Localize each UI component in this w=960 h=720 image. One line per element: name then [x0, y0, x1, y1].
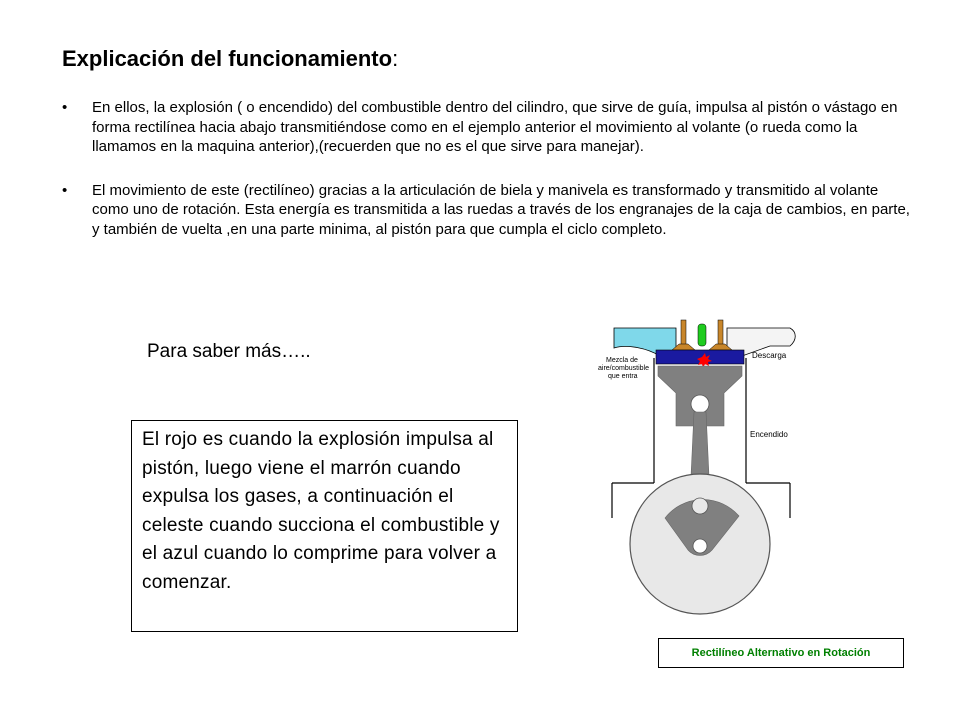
slide-title	[62, 46, 398, 72]
caption-box: Rectilíneo Alternativo en Rotación	[658, 638, 904, 668]
crankshaft-hub	[693, 539, 707, 553]
more-info-label: Para saber más…..	[147, 341, 311, 362]
bullet-item-1: • En ellos, la explosión ( o encendido) del combustible dentro del cilindro, que sirve de guía, impulsa al pistón o vástago en forma rectilínea hacia abajo transmitiéndose como en el ejemplo anterior el movimiento al volante (o rueda como la llamamos en la maquina anterior),(recuerden que no es el que sirve para manejar).	[62, 98, 912, 157]
intake-label-line3: que entra	[608, 373, 638, 380]
title-colon: :	[392, 46, 399, 71]
exhaust-label: Descarga	[752, 351, 787, 360]
explanation-box: El rojo es cuando la explosión impulsa al pistón, luego viene el marrón cuando expulsa los gases, a continuación el celeste cuando succiona el combustible y el azul cuando lo comprime para volver a comenzar.	[131, 420, 518, 632]
title-text: Explicación del funcionamiento	[62, 46, 393, 71]
ignition-label: Encendido	[750, 430, 788, 439]
spark-plug	[698, 324, 706, 346]
intake-label-line2: aire/combustible	[598, 365, 649, 372]
engine-diagram	[592, 318, 810, 620]
intake-label-line1: Mezcla de	[606, 357, 638, 364]
bullet-list	[62, 98, 912, 263]
crank-pin	[692, 498, 708, 514]
piston-pin	[691, 395, 709, 413]
bullet-item-2: • El movimiento de este (rectilíneo) gracias a la articulación de biela y manivela es transformado y transmitido al volante como uno de rotación. Esta energía es transmitida a las ruedas a través de los engranajes de la caja de cambios, en parte, y también de vuelta ,en una parte minima, al pistón para que cumpla el ciclo completo.	[62, 181, 912, 240]
